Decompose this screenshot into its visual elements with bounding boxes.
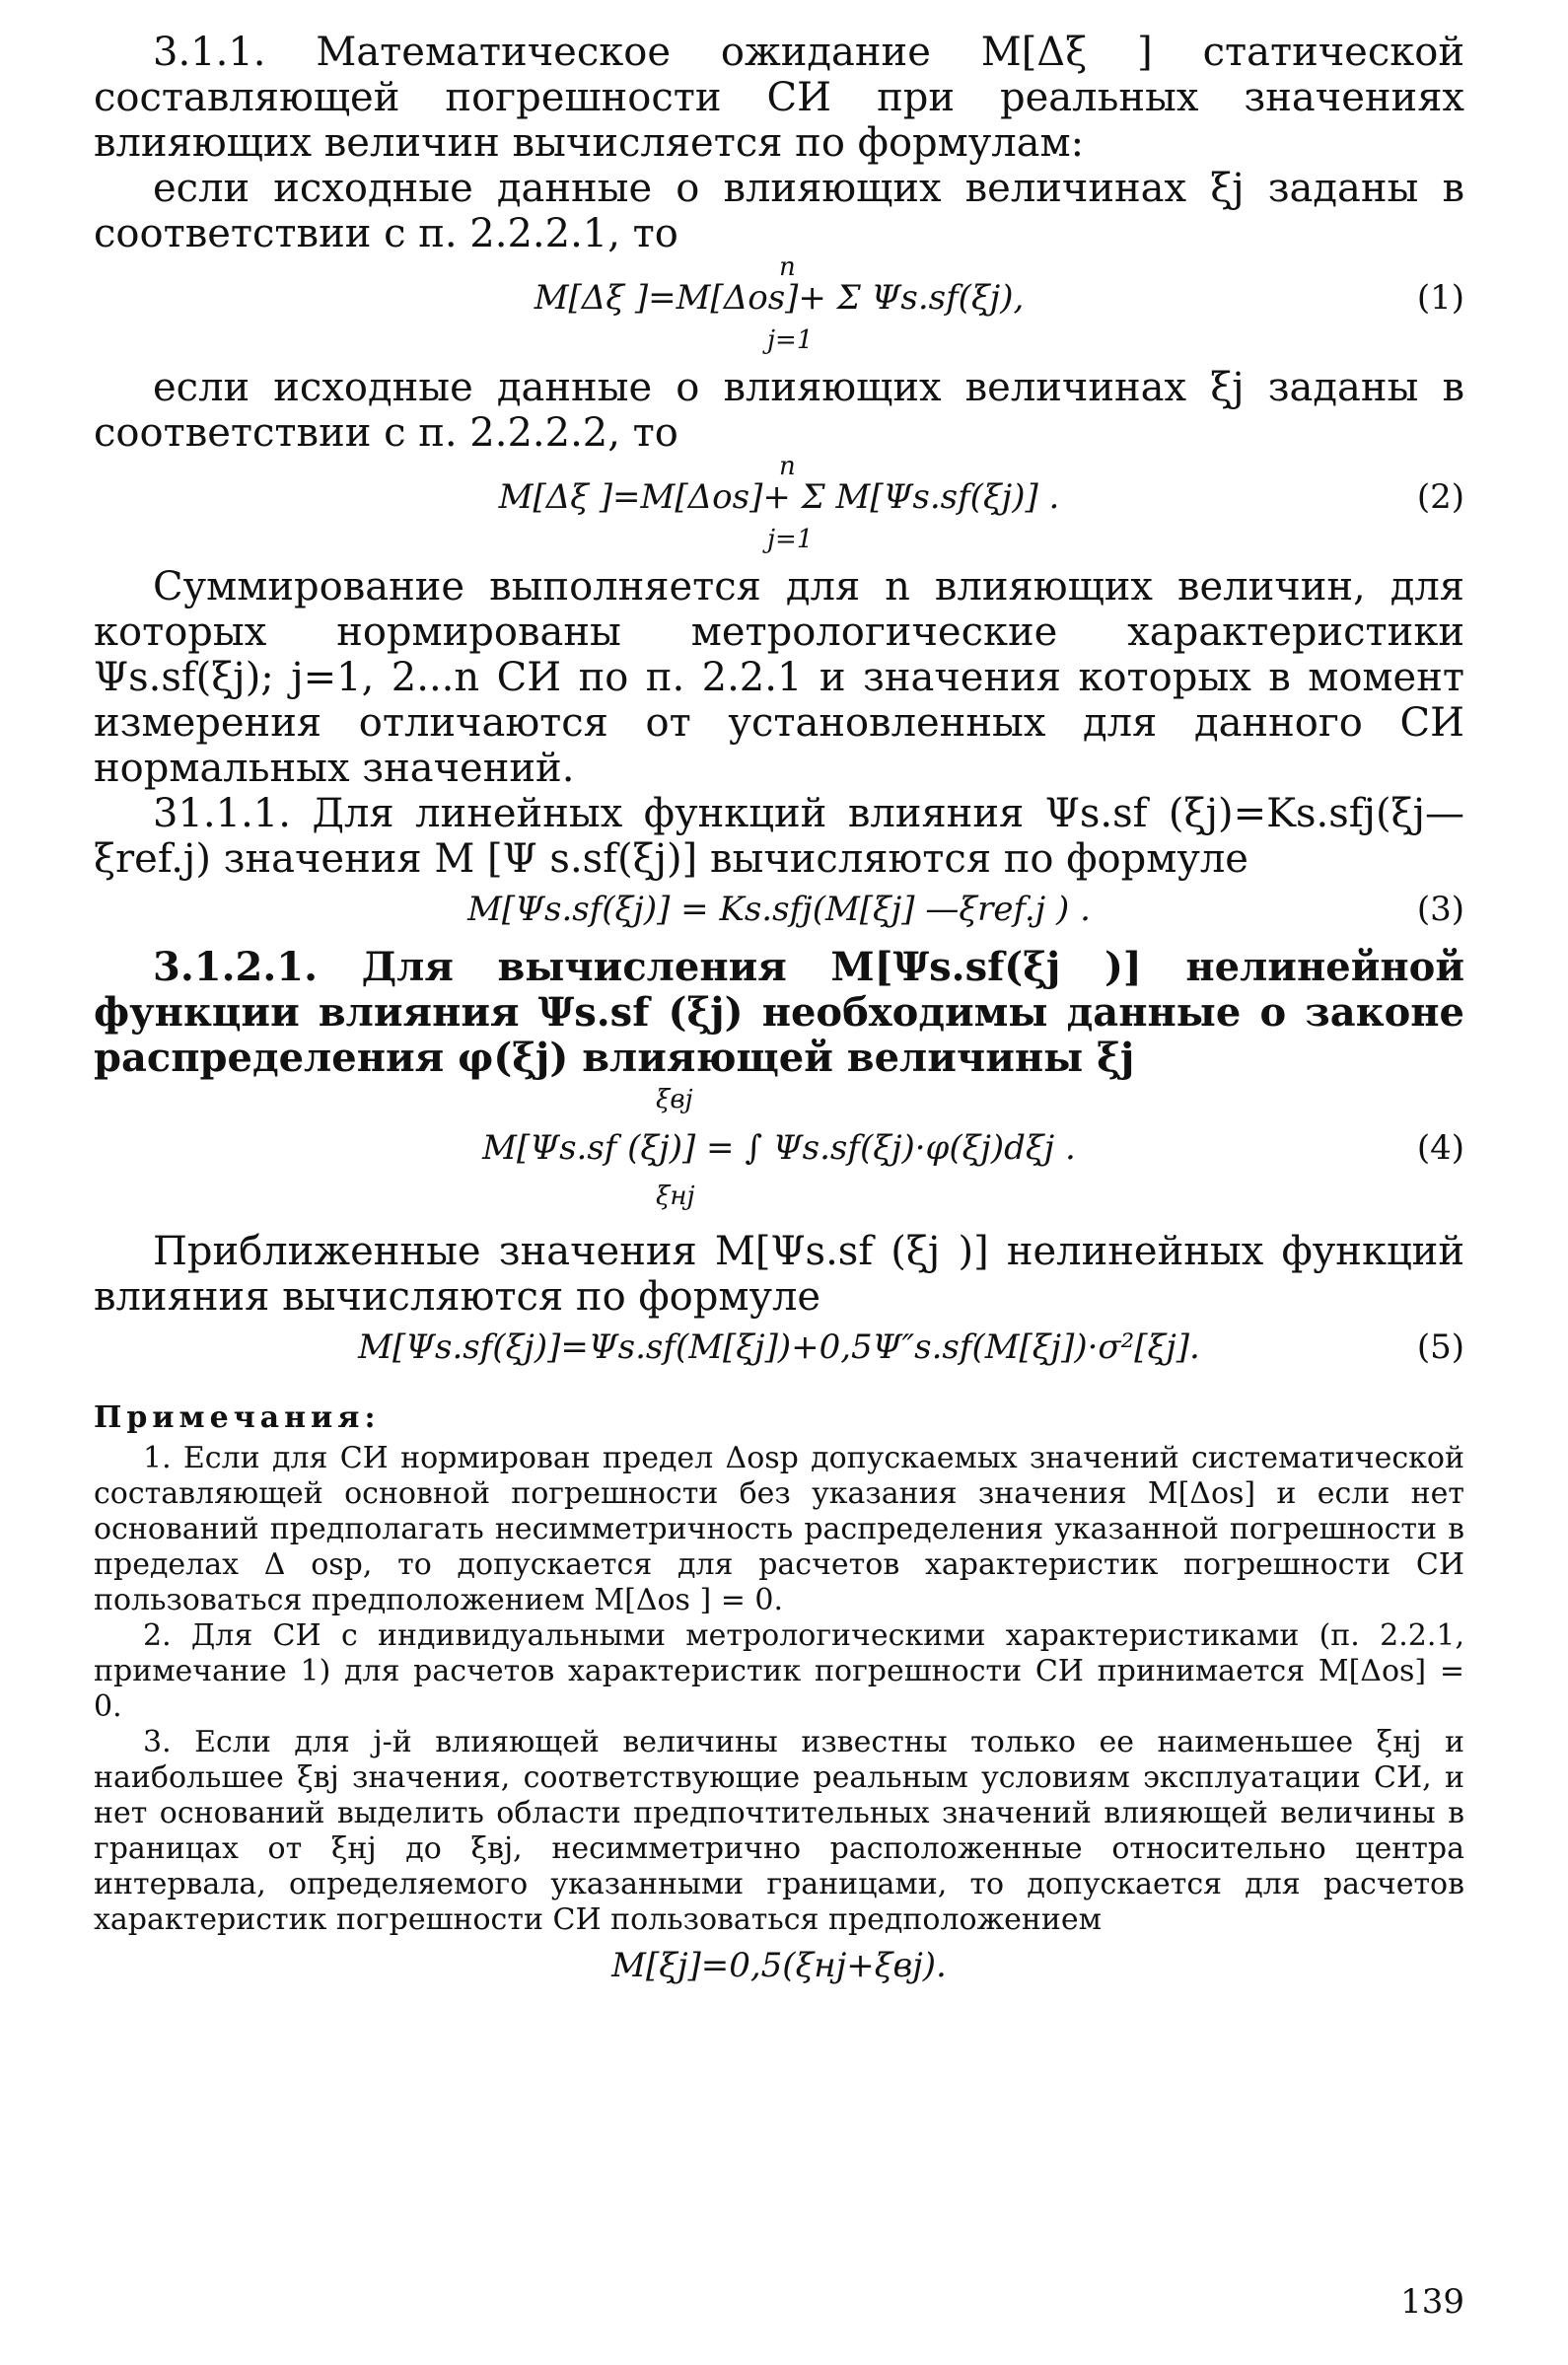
formula-2-expression: M[Δξ ]=M[Δos]+ Σ M[Ψs.sf(ξj)] .: [498, 477, 1060, 517]
formula-4: [94, 1081, 1464, 1229]
note-3: 3. Если для j-й влияющей величины известны только ее наименьшее ξнj и наибольшее ξвj значения, соответствующие реальным условиям эксплуатации СИ, и нет оснований выделить области предпочтительных значений влияющей величины в границах от ξнj до ξвj, несимметрично расположенные относительно центра интервала, определяемого указанными границами, то допускается для расчетов характеристик погрешности СИ пользоваться предположением: [94, 1725, 1464, 1937]
formula-1-expression: M[Δξ ]=M[Δos]+ Σ Ψs.sf(ξj),: [534, 278, 1025, 318]
formula-2-sum-lower: j=1: [767, 525, 814, 554]
note-1: 1. Если для СИ нормирован предел Δosp допускаемых значений систематической составляющей основной погрешности без указания значения M[Δos] и если нет оснований предполагать несимметричность распределения указанной погрешности в пределах Δ osp, то допускается для расчетов характеристик погрешности СИ пользоваться предположением M[Δos ] = 0.: [94, 1441, 1464, 1617]
formula-1-sum-lower: j=1: [767, 325, 814, 355]
notes-heading: Примечания:: [94, 1400, 381, 1435]
formula-4-expression: M[Ψs.sf (ξj)] = ∫ Ψs.sf(ξj)·φ(ξj)dξj .: [482, 1128, 1076, 1168]
formula-5-number: (5): [1416, 1327, 1464, 1367]
formula-2-sum-upper: n: [779, 452, 796, 481]
formula-2: [94, 452, 1464, 564]
document-page: [94, 30, 1464, 1985]
formula-5: [94, 1320, 1464, 1383]
formula-1-number: (1): [1416, 278, 1464, 318]
formula-3-expression: M[Ψs.sf(ξj)] = Ks.sfj(M[ξj] —ξref.j ) .: [467, 890, 1091, 929]
paragraph-summation: Суммирование выполняется для n влияющих величин, для которых нормированы метрологические характеристики Ψs.sf(ξj); j=1, 2...n СИ по п. 2.2.1 и значения которых в момент измерения отличаются от установленных для данного СИ нормальных значений.: [94, 564, 1464, 791]
note-2: 2. Для СИ с индивидуальными метрологическими характеристиками (п. 2.2.1, примечание 1) для расчетов характеристик погрешности СИ принимается M[Δos] = 0.: [94, 1618, 1464, 1724]
note-3-formula: M[ξj]=0,5(ξнj+ξвj).: [611, 1946, 947, 1985]
page-number: 139: [1400, 2282, 1464, 2322]
formula-3-number: (3): [1416, 890, 1464, 929]
paragraph-approximate: Приближенные значения M[Ψs.sf (ξj )] нелинейных функций влияния вычисляются по формуле: [94, 1229, 1464, 1320]
formula-2-number: (2): [1416, 477, 1464, 517]
paragraph-3-1-1: 3.1.1. Математическое ожидание M[Δξ ] статической составляющей погрешности СИ при реальных значениях влияющих величин вычисляется по формулам:: [94, 30, 1464, 166]
formula-5-expression: M[Ψs.sf(ξj)]=Ψs.sf(M[ξj])+0,5Ψ″s.sf(M[ξj])·σ²[ξj].: [358, 1327, 1200, 1367]
formula-4-number: (4): [1416, 1128, 1464, 1168]
paragraph-condition-2: если исходные данные о влияющих величинах ξj заданы в соответствии с п. 2.2.2.2, то: [94, 365, 1464, 456]
paragraph-3-1-2-1: 3.1.2.1. Для вычисления M[Ψs.sf(ξj )] нелинейной функции влияния Ψs.sf (ξj) необходимы данные о законе распределения φ(ξj) влияющей величины ξj: [94, 944, 1464, 1081]
paragraph-31-1-1: 31.1.1. Для линейных функций влияния Ψs.sf (ξj)=Ks.sfj(ξj—ξref.j) значения M [Ψ s.sf(ξj)] вычисляются по формуле: [94, 791, 1464, 882]
paragraph-condition-1: если исходные данные о влияющих величинах ξj заданы в соответствии с п. 2.2.2.1, то: [94, 166, 1464, 256]
formula-1-sum-upper: n: [779, 252, 796, 282]
formula-4-integral-upper: ξвj: [656, 1085, 693, 1114]
formula-1: [94, 252, 1464, 365]
formula-3: [94, 882, 1464, 945]
formula-4-integral-lower: ξнj: [656, 1182, 695, 1211]
